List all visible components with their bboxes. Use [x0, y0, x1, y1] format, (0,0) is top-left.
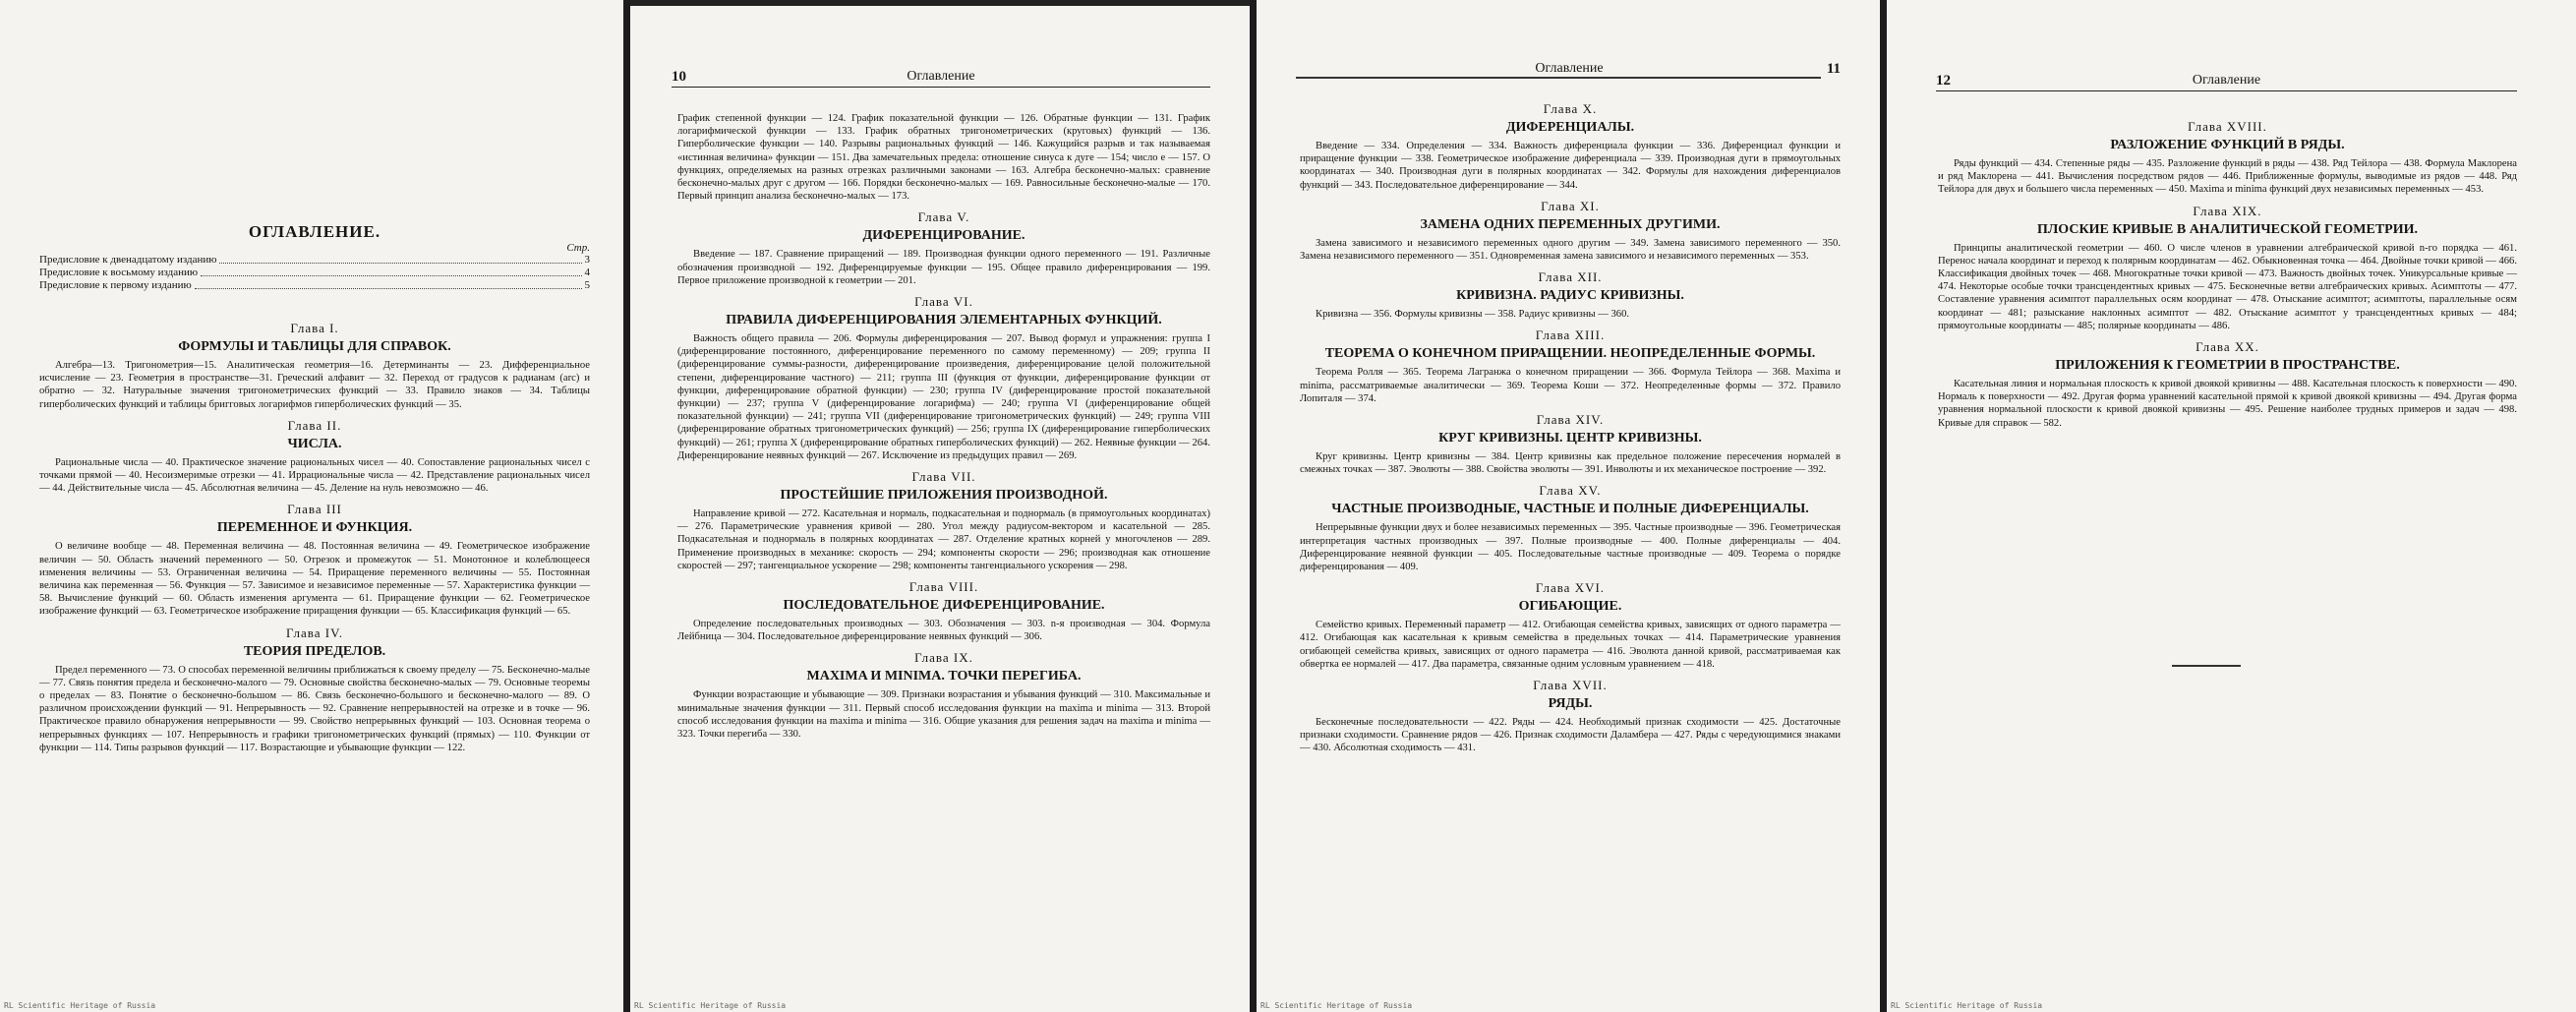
- chapter-entry: [1300, 412, 1841, 476]
- chapter-entry: [1300, 327, 1841, 405]
- chapter-number: Глава III: [287, 502, 342, 517]
- chapter-contents: График степенной функции — 124. График показательной функции — 126. Обратные функции — 131. График логарифмической функции — 133. График обратных тригонометрических (круговых) функций — 136. Гиперболические функции — 140. Разрывы рациональных функций — 146. Кажущийся разрыв и так называемая «истинная величина» функции — 151. Два замечательных предела: отношение синуса к дуге — 154; число e — 157. О функциях, определяемых на разных отрезках различными законами — 163. Алгебра бесконечно-малых: сравнение бесконечно-малых друг с другом — 166. Порядки бесконечно-малых — 169. Равносильные бесконечно-малые — 170. Первый принцип анализа бесконечно-малых — 173.: [677, 113, 1210, 203]
- chapter-number: Глава II.: [287, 417, 342, 433]
- chapter-number: Глава VI.: [914, 294, 973, 310]
- chapter-title: ТЕОРЕМА О КОНЕЧНОМ ПРИРАЩЕНИИ. НЕОПРЕДЕЛЕННЫЕ ФОРМЫ.: [1324, 346, 1816, 362]
- chapter-contents: Касательная линия и нормальная плоскость к кривой двоякой кривизны — 488. Касательная плоскость к поверхности — 490. Нормаль к поверхности — 492. Другая форма уравнений касательной прямой к кривой двоякой кривизны — 494. Другая форма уравнения нормальной плоскости к кривой двоякой кривизны — 495. Решение наиболее трудных примеров и задач — 498. Кривые для справок — 582.: [1938, 379, 2517, 429]
- chapter-entry: [1300, 580, 1841, 671]
- preface-entry: Предисловие к двенадцатому изданию 3: [39, 254, 590, 266]
- chapter-entry: [677, 650, 1210, 741]
- book-page-1: [0, 0, 623, 1012]
- chapter-number: Глава VII.: [911, 469, 976, 485]
- chapter-entry: [677, 579, 1210, 643]
- chapter-contents: О величине вообще — 48. Переменная величина — 48. Постоянная величина — 49. Геометрическое изображение величин — 50. Область значений переменного — 50. Отрезок и промежуток — 51. Монотонное и колеблющееся изменения величины — 53. Ограниченная величина — 54. Приращение переменного величины — 55. Постоянная величина как переменная — 56. Функция — 57. Зависимое и независимое переменные — 57. Характеристика функции — 58. Вычисление функций — 60. Область изменения аргумента — 61. Приращение функции — 62. Геометрическое изображение функций — 63. Геометрическое изображение приращения функции — 65. Классификация функций — 65.: [39, 541, 590, 618]
- chapter-title: ПЛОСКИЕ КРИВЫЕ В АНАЛИТИЧЕСКОЙ ГЕОМЕТРИИ.: [2036, 221, 2419, 237]
- page-header: [1936, 73, 2517, 91]
- chapter-title: ПЕРЕМЕННОЕ И ФУНКЦИЯ.: [216, 520, 413, 536]
- chapter-title: КРИВИЗНА. РАДИУС КРИВИЗНЫ.: [1456, 288, 1684, 304]
- preface-entry: Предисловие к первому изданию 5: [39, 279, 590, 291]
- chapter-title: ПРИЛОЖЕНИЯ К ГЕОМЕТРИИ В ПРОСТРАНСТВЕ.: [2055, 358, 2400, 374]
- page-number: 10: [672, 69, 686, 85]
- book-page-2: [630, 0, 1250, 1012]
- chapter-number: Глава XV.: [1539, 483, 1602, 499]
- chapter-number: Глава XX.: [2195, 339, 2259, 355]
- chapter-contents: Введение — 334. Определения — 334. Важность диференциала функции — 336. Диференциал функции и приращение функции — 338. Геометрическое изображение диференциала — 339. Производная дуги в прямоугольных координатах — 340. Производная дуги в полярных координатах — 342. Формулы для нахождения диференциалов функций — 343. Последовательное диференцирование — 344.: [1300, 141, 1841, 191]
- chapter-contents: Важность общего правила — 206. Формулы диференцирования — 207. Вывод формул и упражнения: группа I (диференцирование постоянного, диференцирование переменного по самому переменному) — 209; группа II (диференцирование суммы-разности, диференцирование произведения, диференцирование целой положительной степени, диференцирование частного) — 211; группа III (функция от функции, диференцирование функции от функции, диференцирование обратной функции) — 230; группа IV (диференцирование простой показательной функции) — 237; группа V (диференцирование логарифма) — 240; группа VI (диференцирование общей показательной функции) — 241; группа VII (диференцирование тригонометрических функций) — 249; группа VIII (диференцирование обратных тригонометрических функций) — 256; группа IX (диференцирование гиперболических функций) — 261; группа X (диференцирование обратных гиперболических функций) — 262. Неявные функции — 264. Диференцирование неявных функций — 267. Исключение из предыдущих правил — 269.: [677, 333, 1210, 461]
- chapter-entry: [1300, 269, 1841, 321]
- chapter-title: ТЕОРИЯ ПРЕДЕЛОВ.: [243, 643, 386, 659]
- chapter-contents: Теорема Ролля — 365. Теорема Лагранжа о конечном приращении — 366. Формула Тейлора — 368. Maxima и minima, рассматриваемые аналитически — 369. Теорема Коши — 372. Неопределенные формы — 372. Правило Лопиталя — 374.: [1300, 367, 1841, 404]
- chapter-contents: Семейство кривых. Переменный параметр — 412. Огибающая семейства кривых, зависящих от одного параметра — 412. Огибающая как касательная к кривым семейства в предельных точках — 414. Параметрические уравнения огибающей семейства кривых, зависящих от одного параметра — 416. Эволюта данной кривой, рассматриваемая как обвертка ее нормалей — 417. Два параметра, связанные одним условным уравнением — 418.: [1300, 620, 1841, 670]
- running-title: Оглавление: [2192, 73, 2261, 88]
- preface-entry: Предисловие к восьмому изданию 4: [39, 267, 590, 278]
- chapter-entry: [677, 294, 1210, 462]
- page-footer: RL Scientific Heritage of Russia: [634, 1001, 787, 1010]
- chapter-contents: Ряды функций — 434. Степенные ряды — 435. Разложение функций в ряды — 438. Ряд Тейлора — 438. Формула Маклорена и ряд Маклорена — 441. Вычисления посредством рядов — 446. Приближенные формулы, выводимые из рядов — 448. Ряд Тейлора для двух и большего числа переменных — 450. Maxima и minima функций двух независимых переменных — 453.: [1938, 158, 2517, 196]
- chapter-contents: Предел переменного — 73. О способах переменной величины приближаться к своему пределу — 75. Бесконечно-малые — 77. Связь понятия предела и бесконечно-малого — 79. Основные свойства бесконечно-малых — 79. Основные теоремы о пределах — 83. Понятие о бесконечно-большом — 86. Связь бесконечно-большого и бесконечно-малого — 89. О различном происхождении функций — 91. Непрерывность — 92. Сравнение непрерывностей на отрезке и в точке — 96. Практическое правило обнаружения непрерывности — 99. Свойство непрерывных функций — 103. Основная теорема о непрерывных функциях — 107. Непрерывность и графики тригонометрических функций (прямых) — 110. Функции от функции — 114. Типы разрывов функций — 117. Возрастающие и убывающие функции — 122.: [39, 664, 590, 753]
- chapter-contents: Рациональные числа — 40. Практическое значение рациональных чисел — 40. Сопоставление рациональных чисел с точками прямой — 40. Несоизмеримые отрезки — 41. Иррациональные числа — 42. Представление рациональных чисел — 44. Действительные числа — 45. Абсолютная величина — 45. Деление на нуль невозможно — 46.: [39, 456, 590, 495]
- chapter-contents: Круг кривизны. Центр кривизны — 384. Центр кривизны как предельное положение пересечения нормалей в смежных точках — 387. Эволюты — 388. Свойства эволюты — 391. Инволюты и их механическое построение — 392.: [1300, 451, 1841, 476]
- chapter-title: ОГИБАЮЩИЕ.: [1518, 599, 1622, 615]
- chapter-entry: [1300, 483, 1841, 573]
- chapter-number: Глава XVII.: [1533, 678, 1608, 693]
- page-number: 12: [1936, 73, 1951, 89]
- chapter-number: Глава IX.: [914, 650, 973, 666]
- chapter-entry: [1938, 119, 2517, 197]
- chapter-title: ЧИСЛА.: [287, 436, 342, 451]
- page-footer: RL Scientific Heritage of Russia: [4, 1001, 156, 1010]
- end-divider: [2172, 665, 2241, 667]
- chapter-title: ЧАСТНЫЕ ПРОИЗВОДНЫЕ, ЧАСТНЫЕ И ПОЛНЫЕ ДИФЕРЕНЦИАЛЫ.: [1331, 502, 1809, 517]
- chapter-number: Глава X.: [1543, 101, 1598, 116]
- chapter-contents: Бесконечные последовательности — 422. Ряды — 424. Необходимый признак сходимости — 425. Достаточные признаки сходимости. Сравнение рядов — 426. Признак сходимости Даламбера — 427. Ряды с чередующимися знаками — 430. Абсолютная сходимость — 431.: [1300, 717, 1841, 754]
- book-page-4: [1887, 0, 2576, 1012]
- chapter-entry: [39, 502, 590, 618]
- chapter-title: ДИФЕРЕНЦИРОВАНИЕ.: [862, 228, 1025, 244]
- chapter-entry: [1300, 101, 1841, 192]
- chapter-title: ДИФЕРЕНЦИАЛЫ.: [1505, 120, 1635, 135]
- chapter-entry: [1300, 199, 1841, 263]
- chapter-number: Глава XVIII.: [2188, 119, 2267, 134]
- page-header: [672, 69, 1210, 88]
- chapter-title: ЗАМЕНА ОДНИХ ПЕРЕМЕННЫХ ДРУГИМИ.: [1420, 216, 1721, 232]
- chapter-number: Глава XII.: [1538, 269, 1603, 285]
- chapter-title: ПРОСТЕЙШИЕ ПРИЛОЖЕНИЯ ПРОИЗВОДНОЙ.: [780, 488, 1108, 504]
- chapter-entry: [1938, 204, 2517, 332]
- chapter-title: ПОСЛЕДОВАТЕЛЬНОЕ ДИФЕРЕНЦИРОВАНИЕ.: [783, 598, 1105, 614]
- chapter-title: ПРАВИЛА ДИФЕРЕНЦИРОВАНИЯ ЭЛЕМЕНТАРНЫХ ФУНКЦИЙ.: [726, 313, 1162, 328]
- chapter-contents: Замена зависимого и независимого переменных одного другим — 349. Замена зависимого переменного — 350. Замена независимого переменного — 351. Одновременная замена зависимого и независимого переменных — 353.: [1300, 237, 1841, 263]
- running-title: Оглавление: [907, 69, 975, 84]
- chapter-title: MAXIMA И MINIMA. ТОЧКИ ПЕРЕГИБА.: [806, 669, 1082, 685]
- chapter-contents: Введение — 187. Сравнение приращений — 189. Производная функции одного переменного — 191. Различные обозначения производной — 192. Диференцируемые функции — 195. Общее правило диференцирования — 199. Первое приложение производной к геометрии — 201.: [677, 249, 1210, 286]
- chapter-contents: Направление кривой — 272. Касательная и нормаль, подкасательная и поднормаль (в прямоугольных координатах) — 276. Параметрические уравнения кривой — 280. Угол между радиусом-вектором и касательной — 285. Подкасательная и поднормаль в полярных координатах — 287. Отделение кратных корней у многочленов — 289. Применение производных в механике: скорость — 294; компоненты скорости — 296; производная как отношение скоростей — 297; тангенциальное ускорение — 298; компоненты тангенциального ускорения — 298.: [677, 508, 1210, 571]
- chapter-contents: Кривизна — 356. Формулы кривизны — 358. Радиус кривизны — 360.: [1316, 309, 1630, 321]
- chapter-contents: Функции возрастающие и убывающие — 309. Признаки возрастания и убывания функций — 310. Максимальные и минимальные значения функции — 311. Первый способ исследования функции на maxima и minima — 313. Второй способ исследования функции на maxima и minima — 316. Общие указания для решения задач на maxima и minima — 323. Точки перегиба — 330.: [677, 689, 1210, 741]
- page-number: 11: [1826, 61, 1841, 77]
- chapter-entry: [39, 418, 590, 496]
- page-header: [1298, 61, 1841, 79]
- chapter-entry: [677, 469, 1210, 572]
- toc-title: ОГЛАВЛЕНИЕ.: [248, 222, 381, 241]
- chapter-number: Глава XVI.: [1535, 580, 1606, 596]
- chapter-number: Глава VIII.: [908, 579, 979, 595]
- chapter-entry: [1938, 339, 2517, 430]
- chapter-entry: [39, 625, 590, 754]
- page-column-label: Стр.: [566, 242, 590, 254]
- chapter-contents: Алгебра—13. Тригонометрия—15. Аналитическая геометрия—16. Детерминанты — 23. Дифференциальное исчисление — 23. Геометрия в пространстве—31. Греческий алфавит — 32. Переход от градусов к радианам (arc) и обратно — 32. Натуральные значения тригонометрических функций — 33. Правило знаков — 34. Таблицы гиперболических функций и таблицы бригговых логарифмов гиперболических функций — 35.: [39, 360, 590, 410]
- chapter-number: Глава XIV.: [1536, 412, 1605, 428]
- chapter-contents: Принципы аналитической геометрии — 460. О числе членов в уравнении алгебраической кривой n-го порядка — 461. Перенос начала координат и переход к полярным координатам — 462. Обыкновенная точка — 464. Двойные точки кривой — 466. Классификация двойных точек — 468. Многократные точки кривой — 473. Важность двойных точек. Уникурсальные кривые — 474. Некоторые особые точки трансцендентных кривых — 475. Бесконечные ветви алгебраических кривых. Асимптоты — 477. Составление уравнения асимптот параллельных осям координат — 478. Отыскание асимптот; асимптоты, параллельные осям координат — 481; разыскание наклонных асимптот — 482. Отыскание асимптот у трансцендентных кривых — 484; прямоугольные координаты — 485; полярные координаты — 486.: [1938, 242, 2517, 331]
- chapter-number: Глава IV.: [285, 625, 344, 640]
- running-title: Оглавление: [1535, 61, 1604, 76]
- book-page-3: [1257, 0, 1880, 1012]
- chapter-number: Глава XI.: [1541, 198, 1600, 213]
- chapter-number: Глава XIX.: [2193, 203, 2262, 218]
- chapter-title: КРУГ КРИВИЗНЫ. ЦЕНТР КРИВИЗНЫ.: [1438, 431, 1702, 446]
- chapter-entry: [1300, 678, 1841, 755]
- chapter-number: Глава I.: [290, 321, 339, 335]
- chapter-title: РАЗЛОЖЕНИЕ ФУНКЦИЙ В РЯДЫ.: [2110, 138, 2345, 152]
- chapter-entry: [677, 209, 1210, 287]
- chapter-number: Глава V.: [917, 209, 970, 225]
- page-footer: RL Scientific Heritage of Russia: [1891, 1001, 2043, 1010]
- chapter-title: РЯДЫ.: [1548, 696, 1593, 712]
- chapter-number: Глава XIII.: [1535, 327, 1606, 343]
- page-footer: RL Scientific Heritage of Russia: [1260, 1001, 1413, 1010]
- chapter-contents: Непрерывные функции двух и более независимых переменных — 395. Частные производные — 396. Геометрическая интерпретация частных производных — 397. Полные производные — 400. Полные диференциалы — 404. Диференцирование неявной функции — 405. Последовательные частные производные — 409. Теорема о порядке диференцирования — 409.: [1300, 522, 1841, 573]
- chapter-title: ФОРМУЛЫ И ТАБЛИЦЫ ДЛЯ СПРАВОК.: [178, 339, 451, 354]
- chapter-entry: [39, 321, 590, 411]
- chapter-contents: Определение последовательных производных — 303. Обозначения — 303. n-я производная — 304. Формула Лейбница — 304. Последовательное диференцирование неявных функций — 306.: [677, 619, 1210, 643]
